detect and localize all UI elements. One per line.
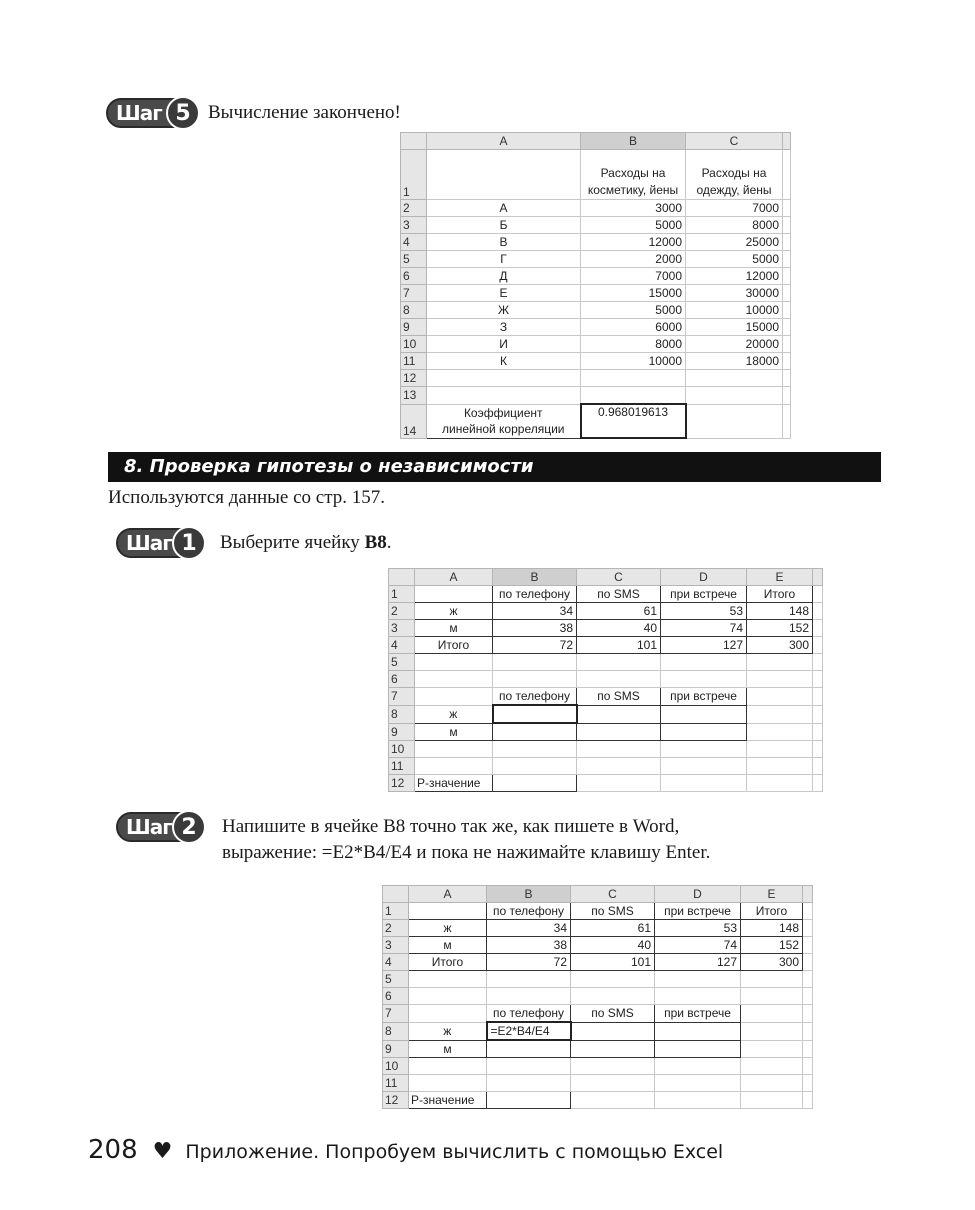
cell-p-value-label[interactable]: Р-значение [415, 775, 493, 792]
cell[interactable] [571, 1092, 655, 1109]
cell[interactable] [577, 705, 661, 723]
cell-label[interactable]: ж [415, 603, 493, 620]
cell-cosmetics[interactable]: 5000 [581, 302, 686, 319]
row-number[interactable]: 3 [389, 620, 415, 637]
cell[interactable] [741, 1075, 803, 1092]
cell[interactable] [487, 971, 571, 988]
cell[interactable] [487, 1058, 571, 1075]
row-number[interactable]: 8 [389, 705, 415, 723]
section-title: 8. Проверка гипотезы о независимости [108, 452, 881, 482]
cell-p-value[interactable] [493, 775, 577, 792]
cell[interactable] [415, 654, 493, 671]
step1-text [220, 530, 392, 556]
cell-person[interactable]: А [427, 200, 581, 217]
cell[interactable] [487, 1040, 571, 1058]
table-row [389, 637, 823, 654]
row-number[interactable]: 8 [401, 302, 427, 319]
column-header[interactable]: E [741, 886, 803, 903]
row-number[interactable]: 10 [401, 336, 427, 353]
cell-label[interactable]: ж [409, 1022, 487, 1040]
cell[interactable] [571, 971, 655, 988]
cell-sms[interactable]: 101 [571, 954, 655, 971]
cell[interactable] [741, 1092, 803, 1109]
row-number[interactable]: 5 [389, 654, 415, 671]
cell[interactable] [415, 671, 493, 688]
step5-text: Вычисление закончено! [208, 102, 401, 123]
cell-meeting[interactable]: 74 [655, 937, 741, 954]
step1-text-main: Выберите ячейку [220, 532, 365, 553]
table-row [389, 586, 823, 603]
cell-cosmetics[interactable]: 12000 [581, 234, 686, 251]
cell-meeting[interactable]: 127 [655, 954, 741, 971]
cell-label[interactable]: м [409, 1040, 487, 1058]
cell-phone[interactable]: 34 [487, 920, 571, 937]
cell-b8-selected[interactable] [493, 705, 577, 723]
column-header[interactable]: B [493, 569, 577, 586]
cell[interactable] [741, 971, 803, 988]
cell[interactable] [577, 671, 661, 688]
cell-meeting-header[interactable]: при встрече [661, 688, 747, 706]
cell[interactable] [747, 775, 813, 792]
cell[interactable] [686, 387, 783, 405]
row-number[interactable]: 1 [389, 586, 415, 603]
cell-sms[interactable]: 101 [577, 637, 661, 654]
row-number[interactable]: 2 [401, 200, 427, 217]
step5-badge [106, 96, 198, 130]
cell-p-value-label[interactable]: Р-значение [409, 1092, 487, 1109]
cell-phone-header[interactable]: по телефону [493, 688, 577, 706]
cell[interactable] [741, 988, 803, 1005]
cell[interactable] [571, 1022, 655, 1040]
cell-sms[interactable]: 61 [571, 920, 655, 937]
row-number[interactable]: 5 [383, 971, 409, 988]
cell[interactable] [415, 688, 493, 706]
table-row [383, 903, 813, 920]
cell-clothes[interactable]: 7000 [686, 200, 783, 217]
table-row [389, 620, 823, 637]
cell[interactable] [661, 775, 747, 792]
cell-total[interactable]: 152 [741, 937, 803, 954]
cell-phone[interactable]: 34 [493, 603, 577, 620]
cell-phone[interactable]: 38 [493, 620, 577, 637]
cell[interactable] [655, 971, 741, 988]
step1-text-end: . [386, 532, 392, 553]
cell-sms[interactable]: 40 [571, 937, 655, 954]
cell[interactable] [493, 654, 577, 671]
row-number[interactable]: 14 [401, 404, 427, 438]
table-row [401, 319, 791, 336]
cell-clothes[interactable]: 5000 [686, 251, 783, 268]
cell-clothes[interactable]: 8000 [686, 217, 783, 234]
step5-badge-number: 5 [166, 96, 200, 130]
cell-label[interactable] [409, 903, 487, 920]
row-number[interactable]: 6 [389, 671, 415, 688]
cell[interactable] [661, 654, 747, 671]
row-number[interactable]: 11 [383, 1075, 409, 1092]
page-number: 208 [88, 1135, 138, 1165]
column-header[interactable]: D [661, 569, 747, 586]
cell[interactable] [686, 370, 783, 387]
cell[interactable] [747, 671, 813, 688]
cell-sms[interactable]: по SMS [577, 586, 661, 603]
cell-cosmetics[interactable]: 10000 [581, 353, 686, 370]
cell[interactable] [487, 988, 571, 1005]
table-row [383, 937, 813, 954]
cell-total[interactable]: 148 [747, 603, 813, 620]
table-row [389, 603, 823, 620]
spreadsheet-step2 [382, 885, 813, 1109]
cell[interactable] [747, 705, 813, 723]
cell[interactable] [493, 758, 577, 775]
row-number[interactable]: 9 [383, 1040, 409, 1058]
cell[interactable] [747, 654, 813, 671]
cell-cosmetics[interactable]: 5000 [581, 217, 686, 234]
cell-sms-header[interactable]: по SMS [571, 1005, 655, 1023]
table-row [383, 954, 813, 971]
heart-icon: ♥ [152, 1139, 173, 1164]
row-number[interactable]: 1 [401, 150, 427, 200]
cell-total[interactable]: Итого [747, 586, 813, 603]
cell-person[interactable]: З [427, 319, 581, 336]
cell-meeting[interactable]: при встрече [661, 586, 747, 603]
row-number[interactable]: 9 [389, 723, 415, 741]
cell-clothes[interactable]: 12000 [686, 268, 783, 285]
row-number[interactable]: 12 [401, 370, 427, 387]
cell[interactable] [571, 1058, 655, 1075]
cell[interactable] [571, 1040, 655, 1058]
cell-total[interactable]: 148 [741, 920, 803, 937]
cell[interactable] [409, 1058, 487, 1075]
cell-person[interactable]: Д [427, 268, 581, 285]
header-cosmetics-line2: косметику, йены [587, 183, 679, 197]
row-number[interactable]: 11 [401, 353, 427, 370]
row-number[interactable]: 5 [401, 251, 427, 268]
coefficient-label-cell[interactable] [427, 404, 581, 438]
step2-badge [116, 810, 204, 844]
step1-text-cell: B8 [364, 532, 387, 553]
cell-clothes[interactable]: 18000 [686, 353, 783, 370]
header-cosmetics[interactable] [581, 150, 686, 200]
cell-label[interactable]: Итого [409, 954, 487, 971]
row-number[interactable]: 6 [401, 268, 427, 285]
coefficient-label-line2: линейной корреляции [441, 422, 565, 436]
column-header-b[interactable]: B [581, 133, 686, 150]
cell[interactable] [747, 723, 813, 741]
cell-phone[interactable]: 72 [493, 637, 577, 654]
row-number[interactable]: 10 [383, 1058, 409, 1075]
cell[interactable] [409, 1005, 487, 1023]
cell[interactable] [686, 404, 783, 438]
cell[interactable] [741, 1040, 803, 1058]
header-clothes[interactable] [686, 150, 783, 200]
cell-meeting[interactable]: 53 [655, 920, 741, 937]
spreadsheet-step1 [388, 568, 823, 792]
column-header[interactable]: B [487, 886, 571, 903]
cell-label[interactable]: м [415, 723, 493, 741]
column-header[interactable]: C [577, 569, 661, 586]
step1-badge [116, 526, 204, 560]
cell[interactable] [415, 758, 493, 775]
header-clothes-line1: Расходы на [701, 166, 767, 180]
intro-text: Используются данные со стр. 157. [108, 487, 386, 508]
cell[interactable] [487, 1075, 571, 1092]
cell-total[interactable]: 300 [747, 637, 813, 654]
step1-badge-number: 1 [172, 526, 206, 560]
cell-person[interactable]: К [427, 353, 581, 370]
cell-person[interactable]: В [427, 234, 581, 251]
table-row [401, 285, 791, 302]
cell[interactable] [655, 1022, 741, 1040]
cell[interactable] [427, 150, 581, 200]
cell-sms[interactable]: 61 [577, 603, 661, 620]
table-row [401, 302, 791, 319]
step2-text-line1: Напишите в ячейке B8 точно так же, как пишете в Word, [222, 816, 680, 837]
step2-badge-word: Шаг [126, 815, 172, 839]
cell-label[interactable]: Итого [415, 637, 493, 654]
cell[interactable] [661, 758, 747, 775]
cell[interactable] [571, 1075, 655, 1092]
row-number[interactable]: 10 [389, 741, 415, 758]
cell-meeting[interactable]: 74 [661, 620, 747, 637]
cell-meeting-header[interactable]: при встрече [655, 1005, 741, 1023]
cell[interactable] [741, 1022, 803, 1040]
column-header-c[interactable]: C [686, 133, 783, 150]
cell[interactable] [661, 671, 747, 688]
cell[interactable] [661, 741, 747, 758]
cell-person[interactable]: Е [427, 285, 581, 302]
cell[interactable] [493, 741, 577, 758]
cell[interactable] [415, 741, 493, 758]
cell-label[interactable]: ж [409, 920, 487, 937]
cell[interactable] [409, 1075, 487, 1092]
column-header[interactable]: E [747, 569, 813, 586]
cell[interactable] [581, 387, 686, 405]
row-number[interactable]: 12 [383, 1092, 409, 1109]
cell-person[interactable]: Ж [427, 302, 581, 319]
cell-clothes[interactable]: 20000 [686, 336, 783, 353]
cell[interactable] [655, 1092, 741, 1109]
row-number[interactable]: 2 [389, 603, 415, 620]
cell-meeting[interactable]: 127 [661, 637, 747, 654]
cell-label[interactable] [415, 586, 493, 603]
table-row [401, 251, 791, 268]
table-row [401, 234, 791, 251]
cell-cosmetics[interactable]: 6000 [581, 319, 686, 336]
footer-text: Приложение. Попробуем вычислить с помощью Excel [185, 1141, 724, 1163]
row-number[interactable]: 3 [401, 217, 427, 234]
header-clothes-line2: одежду, йены [696, 183, 772, 197]
row-number[interactable]: 4 [389, 637, 415, 654]
cell-meeting[interactable]: 53 [661, 603, 747, 620]
cell-clothes[interactable]: 10000 [686, 302, 783, 319]
step1-badge-word: Шаг [126, 531, 172, 555]
row-number[interactable]: 7 [383, 1005, 409, 1023]
row-number[interactable]: 3 [383, 937, 409, 954]
cell[interactable] [655, 1075, 741, 1092]
row-number[interactable]: 13 [401, 387, 427, 405]
row-number[interactable]: 11 [389, 758, 415, 775]
column-header[interactable]: A [409, 886, 487, 903]
table-row [401, 353, 791, 370]
cell-total[interactable]: Итого [741, 903, 803, 920]
cell[interactable] [571, 988, 655, 1005]
cell[interactable] [747, 758, 813, 775]
row-number[interactable]: 4 [383, 954, 409, 971]
cell[interactable] [747, 688, 813, 706]
step2-text [222, 814, 710, 866]
cell[interactable] [655, 1058, 741, 1075]
cell-cosmetics[interactable]: 3000 [581, 200, 686, 217]
column-header[interactable]: D [655, 886, 741, 903]
cell[interactable] [409, 971, 487, 988]
column-header[interactable]: A [415, 569, 493, 586]
cell[interactable] [747, 741, 813, 758]
coefficient-label-line1: Коэффициент [463, 406, 543, 420]
row-number[interactable]: 12 [389, 775, 415, 792]
table-row [401, 217, 791, 234]
table-row [383, 920, 813, 937]
step2-text-line2: выражение: =E2*B4/E4 и пока не нажимайте клавишу Enter. [222, 842, 711, 863]
cell[interactable] [741, 1058, 803, 1075]
cell-person[interactable]: Г [427, 251, 581, 268]
cell-label[interactable]: ж [415, 705, 493, 723]
row-number[interactable]: 7 [389, 688, 415, 706]
coefficient-value-cell[interactable]: 0.968019613 [581, 404, 686, 438]
cell[interactable] [655, 988, 741, 1005]
table-row [401, 336, 791, 353]
row-number[interactable]: 8 [383, 1022, 409, 1040]
row-number[interactable]: 9 [401, 319, 427, 336]
cell[interactable] [493, 671, 577, 688]
cell-label[interactable]: м [415, 620, 493, 637]
cell-p-value[interactable] [487, 1092, 571, 1109]
cell[interactable] [661, 705, 747, 723]
row-number[interactable]: 4 [401, 234, 427, 251]
cell-phone[interactable]: 72 [487, 954, 571, 971]
cell[interactable] [577, 654, 661, 671]
row-number[interactable]: 1 [383, 903, 409, 920]
cell-label[interactable]: м [409, 937, 487, 954]
cell[interactable] [577, 758, 661, 775]
spreadsheet-correlation [400, 132, 791, 439]
cell-cosmetics[interactable]: 2000 [581, 251, 686, 268]
cell[interactable] [577, 723, 661, 741]
cell-sms-header[interactable]: по SMS [577, 688, 661, 706]
cell-phone[interactable]: 38 [487, 937, 571, 954]
row-number[interactable]: 2 [383, 920, 409, 937]
cell[interactable] [577, 741, 661, 758]
cell[interactable] [577, 775, 661, 792]
column-header[interactable]: C [571, 886, 655, 903]
cell-meeting[interactable]: при встрече [655, 903, 741, 920]
cell-clothes[interactable]: 25000 [686, 234, 783, 251]
cell-clothes[interactable]: 30000 [686, 285, 783, 302]
row-number[interactable]: 6 [383, 988, 409, 1005]
step2-badge-number: 2 [172, 810, 206, 844]
cell-person[interactable]: Б [427, 217, 581, 234]
table-row [401, 268, 791, 285]
cell[interactable] [581, 370, 686, 387]
cell[interactable] [661, 723, 747, 741]
cell-cosmetics[interactable]: 7000 [581, 268, 686, 285]
cell-total[interactable]: 152 [747, 620, 813, 637]
cell-person[interactable]: И [427, 336, 581, 353]
cell[interactable] [409, 988, 487, 1005]
cell-cosmetics[interactable]: 8000 [581, 336, 686, 353]
cell[interactable] [741, 1005, 803, 1023]
cell-phone[interactable]: по телефону [493, 586, 577, 603]
cell-total[interactable]: 300 [741, 954, 803, 971]
header-cosmetics-line1: Расходы на [600, 166, 666, 180]
cell[interactable] [427, 370, 581, 387]
table-row [401, 200, 791, 217]
cell-sms[interactable]: по SMS [571, 903, 655, 920]
cell[interactable] [655, 1040, 741, 1058]
cell-phone[interactable]: по телефону [487, 903, 571, 920]
cell-clothes[interactable]: 15000 [686, 319, 783, 336]
row-number[interactable]: 7 [401, 285, 427, 302]
step5-badge-word: Шаг [116, 101, 162, 125]
cell-b8-selected[interactable]: =E2*B4/E4 [487, 1022, 571, 1040]
page-footer [88, 1135, 723, 1165]
cell-phone-header[interactable]: по телефону [487, 1005, 571, 1023]
cell-cosmetics[interactable]: 15000 [581, 285, 686, 302]
column-header-a[interactable]: A [427, 133, 581, 150]
cell-sms[interactable]: 40 [577, 620, 661, 637]
cell[interactable] [427, 387, 581, 405]
cell[interactable] [493, 723, 577, 741]
